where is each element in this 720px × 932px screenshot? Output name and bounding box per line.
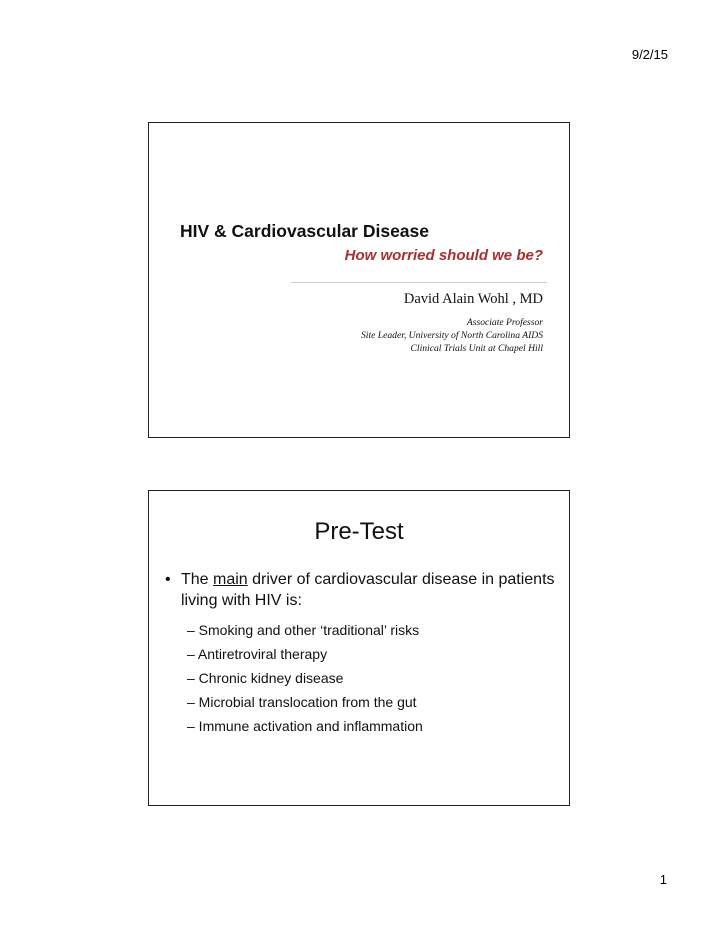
- question-bullet: [165, 569, 555, 611]
- question-prefix: The: [181, 571, 214, 588]
- answer-option: – Smoking and other ‘traditional’ risks: [187, 622, 420, 638]
- question-text: [165, 569, 555, 611]
- question-suffix: driver of cardiovascular disease in patients living with HIV is:: [181, 571, 555, 609]
- affiliation-line: Site Leader, University of North Carolina AIDS: [360, 330, 543, 341]
- slide-subtitle: How worried should we be?: [344, 247, 543, 264]
- answer-option: – Microbial translocation from the gut: [187, 694, 417, 710]
- slide-pretest: [148, 490, 570, 806]
- page-date: 9/2/15: [631, 47, 668, 62]
- bullet-icon: •: [165, 571, 171, 588]
- slide-title: [148, 122, 570, 438]
- answer-option: – Antiretroviral therapy: [187, 646, 328, 662]
- affiliation-line: Clinical Trials Unit at Chapel Hill: [410, 343, 543, 354]
- affiliation-line: Associate Professor: [466, 317, 543, 328]
- author-name: David Alain Wohl , MD: [403, 291, 543, 307]
- pretest-title: Pre-Test: [314, 518, 404, 545]
- divider: [291, 282, 547, 283]
- answer-option: – Chronic kidney disease: [187, 670, 344, 686]
- slide-title-heading: HIV & Cardiovascular Disease: [180, 221, 430, 241]
- answer-option: – Immune activation and inflammation: [187, 718, 423, 734]
- page-number: 1: [659, 872, 667, 887]
- answer-options: [187, 618, 423, 738]
- author-affiliation: [361, 316, 543, 355]
- question-emphasis: main: [213, 571, 248, 588]
